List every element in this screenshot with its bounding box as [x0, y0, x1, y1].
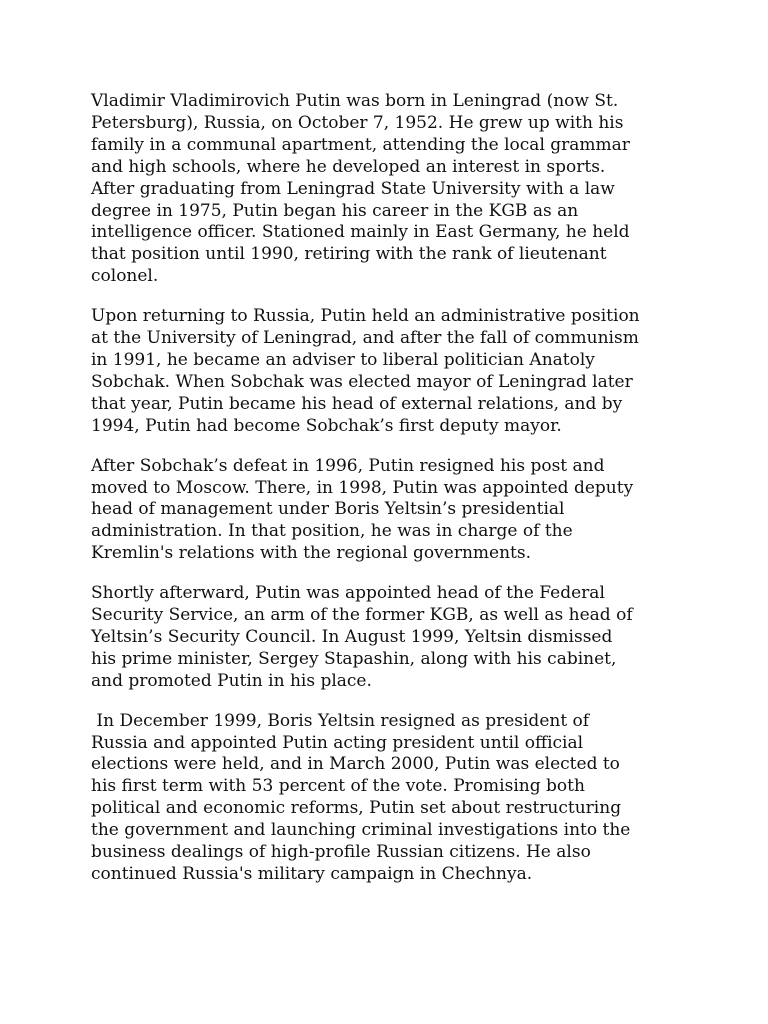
- text-line: Sobchak. When Sobchak was elected mayor of Leningrad later: [91, 371, 633, 392]
- text-line: family in a communal apartment, attending the local grammar: [91, 134, 630, 155]
- text-line: Russia and appointed Putin acting president until official: [91, 732, 584, 753]
- text-line: business dealings of high-profile Russian citizens. He also: [91, 842, 591, 863]
- text-line: 1994, Putin had become Sobchak’s first deputy mayor.: [91, 415, 562, 436]
- text-line: political and economic reforms, Putin set about restructuring: [91, 798, 622, 819]
- text-line: his prime minister, Sergey Stapashin, along with his cabinet,: [91, 648, 617, 669]
- paragraph-fsb: [91, 583, 691, 693]
- text-line: intelligence officer. Stationed mainly in East Germany, he held: [91, 222, 630, 243]
- text-line: in 1991, he became an adviser to liberal politician Anatoly: [91, 349, 595, 370]
- text-line: administration. In that position, he was in charge of the: [91, 521, 573, 542]
- text-line: continued Russia's military campaign in Chechnya.: [91, 864, 533, 884]
- paragraph-moscow: [91, 456, 691, 566]
- text-line: elections were held, and in March 2000, Putin was elected to: [91, 754, 620, 775]
- text-line: Petersburg), Russia, on October 7, 1952. He grew up with his: [91, 112, 624, 133]
- text-line: the government and launching criminal investigations into the: [91, 820, 631, 841]
- document-body: [91, 91, 691, 904]
- text-line: Shortly afterward, Putin was appointed head of the Federal: [91, 583, 605, 604]
- text-line: After Sobchak’s defeat in 1996, Putin resigned his post and: [91, 455, 605, 476]
- text-line: Vladimir Vladimirovich Putin was born in Leningrad (now St.: [91, 91, 619, 111]
- text-line: head of management under Boris Yeltsin’s presidential: [91, 499, 565, 520]
- text-line: moved to Moscow. There, in 1998, Putin was appointed deputy: [91, 477, 634, 498]
- text-line: In December 1999, Boris Yeltsin resigned as president of: [91, 710, 590, 731]
- paragraph-early-life: [91, 91, 691, 288]
- paragraph-leningrad-career: [91, 306, 691, 437]
- text-line: After graduating from Leningrad State University with a law: [91, 178, 615, 199]
- text-line: and promoted Putin in his place.: [91, 670, 372, 691]
- text-line: degree in 1975, Putin began his career in the KGB as an: [91, 200, 579, 221]
- text-line: at the University of Leningrad, and after the fall of communism: [91, 328, 639, 349]
- text-line: that year, Putin became his head of external relations, and by: [91, 393, 623, 414]
- paragraph-presidency: [91, 711, 691, 886]
- text-line: colonel.: [91, 266, 159, 287]
- text-line: Upon returning to Russia, Putin held an administrative position: [91, 306, 640, 327]
- text-line: Kremlin's relations with the regional governments.: [91, 543, 531, 564]
- text-line: Yeltsin’s Security Council. In August 1999, Yeltsin dismissed: [91, 626, 613, 647]
- text-line: that position until 1990, retiring with the rank of lieutenant: [91, 244, 607, 265]
- text-line: and high schools, where he developed an interest in sports.: [91, 156, 606, 177]
- text-line: his first term with 53 percent of the vote. Promising both: [91, 776, 585, 797]
- text-line: Security Service, an arm of the former KGB, as well as head of: [91, 605, 633, 626]
